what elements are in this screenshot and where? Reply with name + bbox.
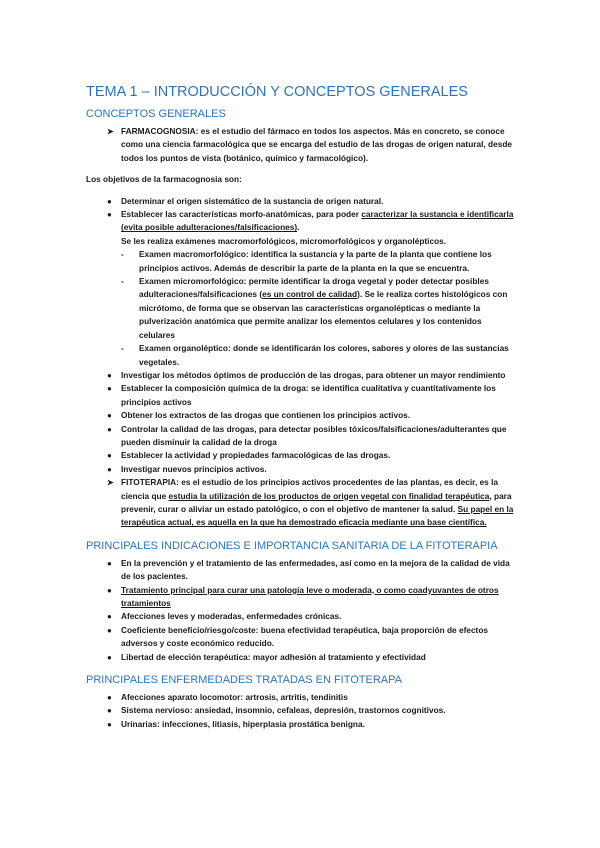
list-item: [86, 208, 514, 235]
item-text: Afecciones aparato locomotor: artrosis, artritis, tendinitis: [121, 692, 348, 703]
dash-icon: -: [121, 249, 124, 260]
bullet-icon: ●: [107, 196, 112, 206]
list-item: [86, 691, 514, 704]
bullet-icon: ●: [107, 612, 112, 622]
bullet-icon: ●: [107, 384, 112, 394]
list-item: [86, 195, 514, 208]
underlined-text: caracterizar la sustancia e identificarla (evita posible adulteraciones/falsificaciones): [121, 209, 514, 233]
item-text: Libertad de elección terapéutica: mayor adhesión al tratamiento y efectividad: [121, 651, 426, 662]
item-text: Investigar nuevos principios activos.: [121, 463, 267, 474]
bullet-icon: ●: [107, 719, 112, 729]
sub-item: [86, 248, 514, 275]
list-item: [86, 449, 514, 462]
bullet-icon: ●: [107, 693, 112, 703]
list-item: [86, 369, 514, 382]
section-heading-indicaciones: PRINCIPALES INDICACIONES E IMPORTANCIA SANITARIA DE LA FITOTERAPIA: [86, 539, 498, 552]
item-text: Determinar el origen sistemático de la sustancia de origen natural.: [121, 195, 384, 206]
item-text: Afecciones leves y moderadas, enfermedades crónicas.: [121, 611, 342, 622]
bullet-icon: ●: [107, 558, 112, 568]
list-item: [86, 704, 514, 717]
item-text: Examen organoléptico: donde se identificarán los colores, sabores y olores de las sustancias vegetales.: [139, 343, 509, 367]
farmacognosia-definition: [86, 125, 514, 165]
item-continuation: Se les realiza exámenes macromorfológicos, micromorfológicos y organolépticos.: [121, 235, 447, 246]
item-text: Obtener los extractos de las drogas que contienen los principios activos.: [121, 410, 411, 421]
item-text: En la prevención y el tratamiento de las enfermedades, así como en la mejora de la calidad de vida de los pacientes.: [121, 557, 510, 582]
underlined-text: Tratamiento principal para curar una patología leve o moderada, o como coadyuvantes de otros tratamientos: [121, 584, 499, 608]
objectives-intro: Los objetivos de la farmacognosia son:: [86, 174, 242, 185]
bullet-icon: ●: [107, 424, 112, 434]
list-item: [86, 718, 514, 731]
item-text: Establecer la actividad y propiedades farmacológicas de las drogas.: [121, 450, 391, 461]
list-item: [86, 409, 514, 422]
item-text: FITOTERAPIA: es el estudio de los principios activos procedentes de las plantas, es decir, es la ciencia que: [121, 477, 499, 501]
list-item: [86, 624, 514, 651]
item-text: Examen macromorfológico: identifica la sustancia y la parte de la planta que contiene los principios activos. Además de describir la parte de la planta en la que se encuentra.: [139, 249, 492, 273]
item-text: , para prevenir, curar o aliviar un estado patológico, o con el objetivo de mantener la salud.: [121, 490, 512, 514]
section-heading-enfermedades: PRINCIPALES ENFERMEDADES TRATADAS EN FITOTERAPA: [86, 674, 403, 687]
document-title: TEMA 1 – INTRODUCCIÓN Y CONCEPTOS GENERALES: [86, 84, 468, 100]
list-item: [86, 610, 514, 623]
arrow-bullet-icon: ➤: [107, 127, 114, 136]
list-item: [86, 423, 514, 450]
sub-item: [86, 275, 514, 342]
dash-icon: -: [121, 343, 124, 354]
item-text: Coeficiente beneficio/riesgo/coste: buena efectividad terapéutica, baja proporción de efectos adversos y coste económico reducido.: [121, 624, 488, 649]
bullet-icon: ●: [107, 652, 112, 662]
fitoterapia-definition: [86, 476, 514, 530]
item-text: Sistema nervioso: ansiedad, insomnio, cefaleas, depresión, trastornos cognitivos.: [121, 705, 446, 716]
bullet-icon: ●: [107, 370, 112, 380]
bullet-icon: ●: [107, 585, 112, 595]
sub-item: [86, 342, 514, 369]
item-text: Controlar la calidad de las drogas, para detectar posibles tóxicos/falsificaciones/adulterantes que pueden disminuir la calidad de la droga: [121, 423, 507, 447]
section-heading-conceptos: CONCEPTOS GENERALES: [86, 108, 226, 120]
item-text: Urinarias: infecciones, litiasis, hiperplasia prostática benigna.: [121, 718, 365, 729]
bullet-icon: ●: [107, 625, 112, 635]
bullet-icon: ●: [107, 464, 112, 474]
item-text: Examen micromorfológico: permite identificar la droga vegetal y poder detectar posibles adulteraciones/falsificaciones (: [139, 276, 489, 300]
item-text: Establecer la composición química de la droga: se identifica cualitativa y cuantitativamente los principios activos: [121, 383, 496, 407]
item-text: Establecer las características morfo-anatómicas, para poder: [121, 209, 362, 220]
underlined-text: es un control de calidad: [262, 289, 358, 300]
list-item: [86, 463, 514, 476]
list-item: [86, 651, 514, 664]
item-text: .: [297, 222, 300, 233]
bullet-icon: ●: [107, 210, 112, 220]
bullet-icon: ●: [107, 706, 112, 716]
list-item: [86, 557, 514, 584]
bullet-icon: ●: [107, 411, 112, 421]
document-page: [86, 83, 514, 731]
item-text: ). Se le realiza cortes histológicos con micrótomo, de forma que se observan las características organolépticas o mediante la pulverización anatómica que permite analizar los elementos celulares y los contenidos celulares: [139, 289, 508, 340]
definition-text: FARMACOGNOSIA: es el estudio del fármaco en todos los aspectos. Más en concreto, se conoce como una ciencia farmacológica que se encarga del estudio de las drogas de origen natural, desde todos los puntos de vista (botánico, químico y farmacológico).: [121, 126, 512, 163]
item-text: Investigar los métodos óptimos de producción de las drogas, para obtener un mayor rendimiento: [121, 369, 506, 380]
dash-icon: -: [121, 276, 124, 287]
bullet-icon: ●: [107, 451, 112, 461]
list-item: [86, 382, 514, 409]
list-item: [86, 584, 514, 611]
underlined-text: estudia la utilización de los productos de origen vegetal con finalidad terapéutica: [168, 490, 490, 501]
arrow-bullet-icon: ➤: [107, 478, 114, 488]
underlined-text: Su papel en la terapéutica actual, es aquella en la que ha demostrado eficacia mediante una base científica.: [121, 503, 514, 528]
